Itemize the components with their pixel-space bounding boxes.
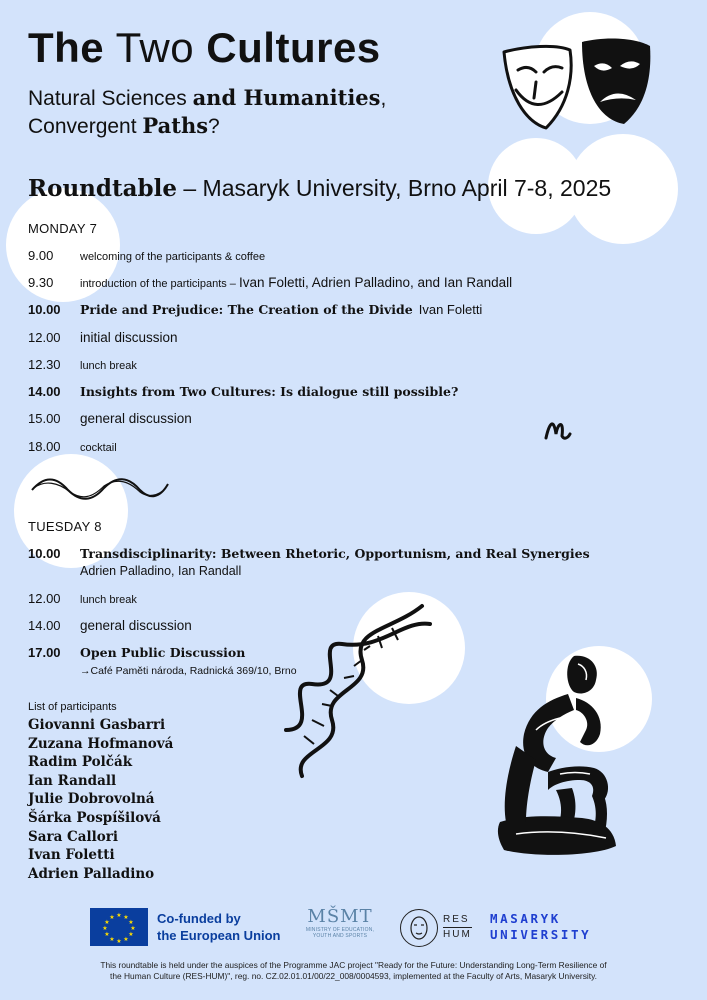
svg-text:★: ★: [109, 914, 115, 921]
svg-text:★: ★: [128, 931, 134, 938]
schedule-row: 10.00 Transdisciplinarity: Between Rhetoric, Opportunism, and Real Synergies: [28, 546, 590, 561]
wave-icon: [30, 474, 170, 502]
res-hum-text: RES HUM: [443, 914, 472, 940]
squiggle-icon: [542, 416, 572, 444]
svg-text:★: ★: [116, 938, 122, 945]
schedule-row: 12.30 lunch break: [28, 357, 137, 372]
participant-name: Ivan Foletti: [28, 847, 115, 864]
svg-text:★: ★: [104, 919, 110, 926]
schedule-row: 12.00 lunch break: [28, 591, 137, 606]
schedule-row: 18.00 cocktail: [28, 439, 117, 454]
svg-text:★: ★: [109, 936, 115, 943]
monday-heading: MONDAY 7: [28, 221, 98, 236]
masaryk-university-logo: MASARYK UNIVERSITY: [490, 911, 592, 942]
tuesday-heading: TUESDAY 8: [28, 519, 102, 534]
session-speakers: Adrien Palladino, Ian Randall: [80, 564, 242, 578]
theatre-masks-icon: [496, 36, 656, 136]
event-info: Roundtable – Masaryk University, Brno April 7-8, 2025: [28, 175, 612, 202]
venue-address: →Café Paměti národa, Radnická 369/10, Brno: [80, 665, 297, 677]
schedule-row: 14.00 Insights from Two Cultures: Is dialogue still possible?: [28, 384, 459, 399]
participant-name: Ian Randall: [28, 772, 117, 789]
eu-cofunded-text: Co-funded by the European Union: [157, 911, 281, 943]
schedule-row: 15.00 general discussion: [28, 411, 192, 426]
svg-text:★: ★: [130, 925, 136, 932]
participant-name: Sara Callori: [28, 828, 119, 845]
participant-name: Julie Dobrovolná: [28, 791, 155, 808]
schedule-row: 9.30 introduction of the participants – Ivan Foletti, Adrien Palladino, and Ian Randall: [28, 275, 513, 290]
svg-text:★: ★: [123, 914, 129, 921]
svg-text:★: ★: [116, 912, 122, 919]
svg-text:★: ★: [128, 919, 134, 926]
subtitle: Natural Sciences and Humanities, Convergent Paths?: [28, 85, 387, 138]
participant-name: Radim Polčák: [28, 754, 133, 771]
svg-text:★: ★: [104, 931, 110, 938]
msmt-logo: MŠMT MINISTRY OF EDUCATION, YOUTH AND SPORTS: [305, 906, 375, 939]
participant-name: Šárka Pospíšilová: [28, 809, 161, 826]
participants-list: [28, 716, 173, 883]
participants-heading: List of participants: [28, 701, 117, 713]
participant-name: Zuzana Hofmanová: [28, 735, 174, 752]
participant-name: Adrien Palladino: [28, 865, 155, 882]
schedule-row: 14.00 general discussion: [28, 618, 192, 633]
svg-text:★: ★: [102, 925, 108, 932]
dna-helix-icon: [272, 600, 440, 780]
footer-note: This roundtable is held under the auspices of the Programme JAC project "Ready for the Future: Understanding Long-Term Resilience of the Human Culture (RES-HUM)", reg. no. CZ.02.01.01/00/22_008/0004593, implemented at the Faculty of Arts, Masaryk University.: [100, 960, 607, 981]
page-title: The Two Cultures: [28, 24, 381, 71]
schedule-row: 9.00 welcoming of the participants & coffee: [28, 248, 266, 263]
res-hum-logo-icon: [400, 909, 438, 947]
svg-text:★: ★: [123, 936, 129, 943]
eu-flag-icon: [90, 908, 148, 946]
participant-name: Giovanni Gasbarri: [28, 717, 166, 733]
thinker-statue-icon: [496, 650, 622, 860]
schedule-row: 10.00 Pride and Prejudice: The Creation of the Divide Ivan Foletti: [28, 302, 483, 317]
schedule-row: 17.00 Open Public Discussion: [28, 645, 246, 660]
schedule-row: 12.00 initial discussion: [28, 330, 178, 345]
